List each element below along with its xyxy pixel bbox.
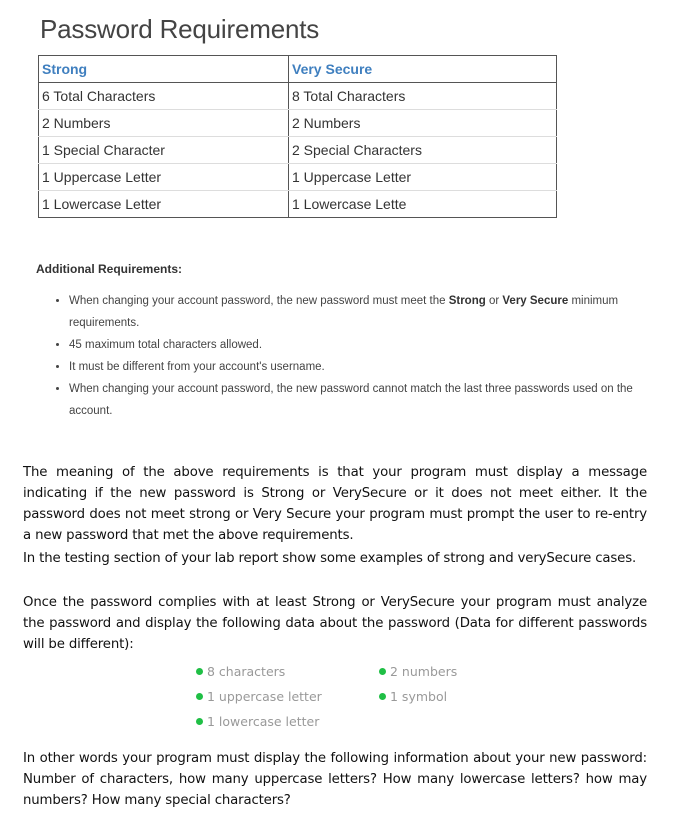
stat-text: 1 uppercase letter	[207, 689, 322, 704]
stat-text: 1 symbol	[390, 689, 448, 704]
table-row	[39, 110, 557, 137]
paragraph-meaning: The meaning of the above requirements is that your program must display a message indicating if the new password is Strong or VerySecure or it does not meet either. It the password does not meet strong or Very Secure your program must prompt the user to re-entry a new password that met the above requirements.	[23, 465, 647, 543]
table-row	[39, 83, 557, 110]
header-very-secure: Very Secure	[289, 56, 557, 83]
table-cell: 1 Lowercase Lette	[292, 196, 407, 212]
paragraph-analysis: Once the password complies with at least Strong or VerySecure your program must analyze the password and display the following data about the password (Data for different passwords will be different):	[23, 595, 647, 652]
table-row	[39, 191, 557, 218]
stat-item	[196, 684, 322, 709]
green-dot-icon	[196, 668, 203, 675]
green-dot-icon	[379, 668, 386, 675]
table-cell: 8 Total Characters	[289, 83, 557, 110]
list-item-text: or	[485, 295, 503, 307]
page-title: Password Requirements	[40, 14, 320, 44]
additional-requirements	[36, 262, 656, 422]
table-cell: 6 Total Characters	[39, 83, 289, 110]
header-strong: Strong	[39, 56, 289, 83]
stats-left-column	[196, 659, 322, 734]
list-item	[69, 290, 656, 334]
green-dot-icon	[379, 693, 386, 700]
table-header-row	[39, 56, 557, 83]
paragraph-summary: In other words your program must display the following information about your new password: Number of characters, how many uppercase letters? How many lowercase letters? how may numbers? How many special characters?	[23, 751, 647, 808]
list-item: • It must be different from your account's username.	[69, 356, 656, 378]
additional-list	[36, 290, 656, 422]
paragraph-testing: In the testing section of your lab report show some examples of strong and verySecure cases.	[23, 551, 637, 566]
stat-text: 8 characters	[207, 664, 286, 679]
stat-item	[196, 659, 322, 684]
table-cell: 2 Numbers	[289, 110, 557, 137]
list-item: • 45 maximum total characters allowed.	[69, 334, 656, 356]
stat-item	[379, 684, 457, 709]
strong-term: Strong	[448, 295, 486, 307]
very-secure-term: Very Secure	[502, 295, 569, 307]
stat-item	[379, 659, 457, 684]
table-row	[39, 164, 557, 191]
green-dot-icon	[196, 718, 203, 725]
table-row	[39, 137, 557, 164]
requirements-table	[38, 55, 557, 218]
table-cell: 1 Lowercase Letter	[39, 191, 289, 218]
table-cell: 1 Uppercase Letter	[39, 164, 289, 191]
green-dot-icon	[196, 693, 203, 700]
list-item-text: minimum requirements.	[69, 295, 619, 329]
stat-item	[196, 709, 322, 734]
list-item-text: When changing your account password, the new password must meet the	[69, 295, 449, 307]
stat-text: 1 lowercase letter	[207, 714, 320, 729]
additional-heading: Additional Requirements:	[36, 262, 183, 276]
list-item: • When changing your account password, the new password cannot match the last three passwords used on the account.	[69, 378, 656, 422]
stats-right-column	[379, 659, 457, 709]
table-cell: 2 Numbers	[39, 110, 289, 137]
table-cell: 2 Special Characters	[289, 137, 557, 164]
table-cell: 1 Uppercase Letter	[289, 164, 557, 191]
table-cell: 1 Special Character	[39, 137, 289, 164]
stat-text: 2 numbers	[390, 664, 458, 679]
